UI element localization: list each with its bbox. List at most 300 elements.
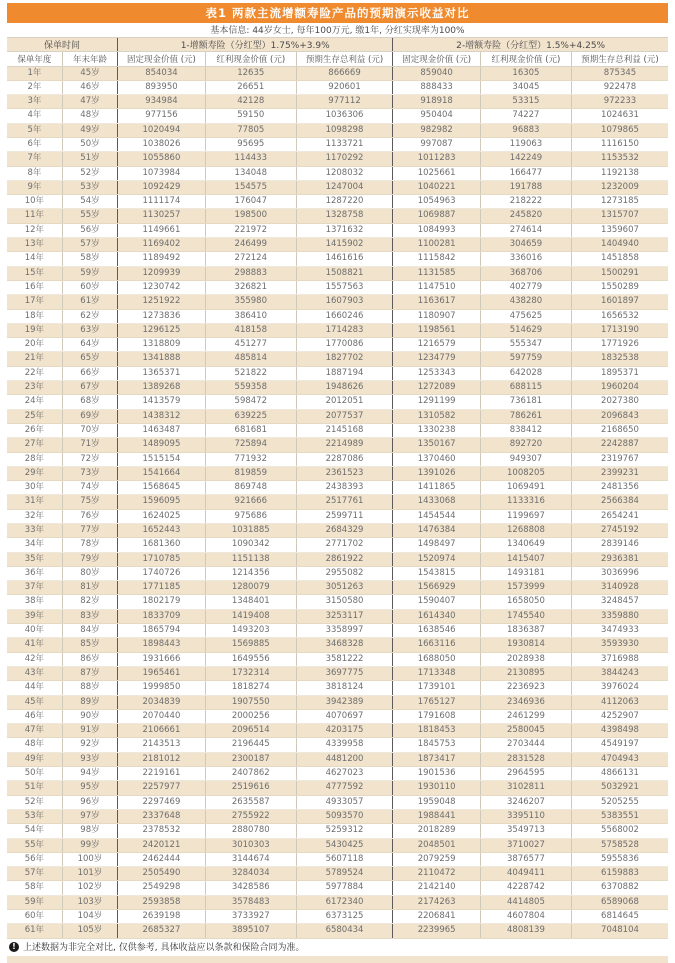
cell: 1489095	[118, 438, 206, 452]
cell: 1365371	[118, 366, 206, 380]
cell: 2745192	[571, 524, 668, 538]
cell: 1438312	[118, 409, 206, 423]
cell: 1663116	[393, 638, 481, 652]
cell: 3144674	[205, 852, 296, 866]
cell: 21年	[7, 352, 62, 366]
cell: 105岁	[62, 924, 117, 938]
cell: 1413579	[118, 395, 206, 409]
cell: 84岁	[62, 624, 117, 638]
cell: 859040	[393, 66, 481, 80]
table-row	[7, 180, 668, 194]
cell: 1192138	[571, 166, 668, 180]
cell: 2519616	[205, 781, 296, 795]
table-row	[7, 767, 668, 781]
cell: 771932	[205, 452, 296, 466]
cell: 2755922	[205, 809, 296, 823]
cell: 1147510	[393, 280, 481, 294]
cell: 1268808	[480, 524, 571, 538]
cell: 57年	[7, 867, 62, 881]
cell: 1827702	[296, 352, 393, 366]
cell: 5789524	[296, 867, 393, 881]
cell: 4414805	[480, 895, 571, 909]
cell: 1887194	[296, 366, 393, 380]
cell: 64岁	[62, 338, 117, 352]
cell: 918918	[393, 95, 481, 109]
cell: 95岁	[62, 781, 117, 795]
cell: 1130257	[118, 209, 206, 223]
cell: 2142140	[393, 881, 481, 895]
cell: 1770086	[296, 338, 393, 352]
cell: 1988441	[393, 809, 481, 823]
cell: 2168650	[571, 423, 668, 437]
cell: 15年	[7, 266, 62, 280]
cell: 2300187	[205, 752, 296, 766]
cell: 1568645	[118, 481, 206, 495]
cell: 1151138	[205, 552, 296, 566]
cell: 60岁	[62, 280, 117, 294]
cell: 6373125	[296, 910, 393, 924]
cell: 2462444	[118, 852, 206, 866]
cell: 1557563	[296, 280, 393, 294]
cell: 1170292	[296, 152, 393, 166]
cell: 53315	[480, 95, 571, 109]
table-head	[7, 23, 668, 66]
cell: 1073984	[118, 166, 206, 180]
cell: 69岁	[62, 409, 117, 423]
cell: 3395110	[480, 809, 571, 823]
cell: 79岁	[62, 552, 117, 566]
cell: 1199697	[480, 509, 571, 523]
cell: 101岁	[62, 867, 117, 881]
cell: 1234779	[393, 352, 481, 366]
cell: 2639198	[118, 910, 206, 924]
cell: 59年	[7, 895, 62, 909]
cell: 103岁	[62, 895, 117, 909]
cell: 2000256	[205, 709, 296, 723]
cell: 81岁	[62, 581, 117, 595]
table-row	[7, 166, 668, 180]
cell: 70岁	[62, 423, 117, 437]
cell: 1189492	[118, 252, 206, 266]
cell: 1745540	[480, 609, 571, 623]
cell: 90岁	[62, 709, 117, 723]
col-p1-bonus-value: 红利现金价值 (元)	[205, 51, 296, 66]
cell: 2242887	[571, 438, 668, 452]
cell: 1873417	[393, 752, 481, 766]
cell: 521822	[205, 366, 296, 380]
cell: 485814	[205, 352, 296, 366]
cell: 2181012	[118, 752, 206, 766]
cell: 2070440	[118, 709, 206, 723]
table-row	[7, 566, 668, 580]
table-row	[7, 595, 668, 609]
cell: 4070697	[296, 709, 393, 723]
table-row	[7, 581, 668, 595]
cell: 134048	[205, 166, 296, 180]
cell: 53年	[7, 809, 62, 823]
cell: 4228742	[480, 881, 571, 895]
cell: 725894	[205, 438, 296, 452]
cell: 2346936	[480, 695, 571, 709]
cell: 402779	[480, 280, 571, 294]
cell: 1272089	[393, 381, 481, 395]
cell: 42128	[205, 95, 296, 109]
cell: 3895107	[205, 924, 296, 938]
cell: 3733927	[205, 910, 296, 924]
cell: 3246207	[480, 795, 571, 809]
table-row	[7, 409, 668, 423]
cell: 5259312	[296, 824, 393, 838]
cell: 1038026	[118, 137, 206, 151]
cell: 681681	[205, 423, 296, 437]
cell: 61岁	[62, 295, 117, 309]
cell: 85岁	[62, 638, 117, 652]
col-policy-year: 保单年度	[7, 51, 62, 66]
cell: 1732314	[205, 666, 296, 680]
footnote-text: 上述数据为非完全对比, 仅供参考, 具体收益应以条款和保险合同为准。	[23, 943, 305, 954]
table-row	[7, 452, 668, 466]
cell: 4339958	[296, 738, 393, 752]
cell: 2196445	[205, 738, 296, 752]
table-row	[7, 652, 668, 666]
col-age: 年末年龄	[62, 51, 117, 66]
cell: 1965461	[118, 666, 206, 680]
cell: 786261	[480, 409, 571, 423]
cell: 36年	[7, 566, 62, 580]
cell: 1508821	[296, 266, 393, 280]
col-p1-fixed-value: 固定现金价值 (元)	[118, 51, 206, 66]
cell: 77岁	[62, 524, 117, 538]
table-row	[7, 123, 668, 137]
cell: 2110472	[393, 867, 481, 881]
cell: 97岁	[62, 809, 117, 823]
cell: 1253343	[393, 366, 481, 380]
cell: 2年	[7, 80, 62, 94]
cell: 89岁	[62, 695, 117, 709]
cell: 2566384	[571, 495, 668, 509]
cell: 1315707	[571, 209, 668, 223]
cell: 2012051	[296, 395, 393, 409]
cell: 6370882	[571, 881, 668, 895]
cell: 51年	[7, 781, 62, 795]
cell: 1230742	[118, 280, 206, 294]
cell: 949307	[480, 452, 571, 466]
table-row	[7, 867, 668, 881]
table-row	[7, 724, 668, 738]
cell: 1208032	[296, 166, 393, 180]
cell: 1688050	[393, 652, 481, 666]
cell: 3051263	[296, 581, 393, 595]
cell: 3716988	[571, 652, 668, 666]
cell: 82岁	[62, 595, 117, 609]
basic-info: 基本信息: 44岁女士, 每年100万元, 缴1年, 分红实现率为100%	[7, 23, 668, 37]
cell: 57岁	[62, 238, 117, 252]
table-row	[7, 809, 668, 823]
cell: 1649556	[205, 652, 296, 666]
cell: 1656532	[571, 309, 668, 323]
cell: 1116150	[571, 137, 668, 151]
cell: 1348401	[205, 595, 296, 609]
cell: 4049411	[480, 867, 571, 881]
cell: 2337648	[118, 809, 206, 823]
cell: 3581222	[296, 652, 393, 666]
cell: 50岁	[62, 137, 117, 151]
cell: 1391026	[393, 466, 481, 480]
cell: 1590407	[393, 595, 481, 609]
cell: 2236923	[480, 681, 571, 695]
cell: 4777592	[296, 781, 393, 795]
cell: 2517761	[296, 495, 393, 509]
cell: 94岁	[62, 767, 117, 781]
cell: 77805	[205, 123, 296, 137]
cell: 5607118	[296, 852, 393, 866]
cell: 1550289	[571, 280, 668, 294]
cell: 1415902	[296, 238, 393, 252]
cell: 43年	[7, 666, 62, 680]
cell: 2106661	[118, 724, 206, 738]
cell: 1476384	[393, 524, 481, 538]
cell: 3474933	[571, 624, 668, 638]
cell: 74岁	[62, 481, 117, 495]
cell: 1296125	[118, 323, 206, 337]
cell: 1931666	[118, 652, 206, 666]
cell: 639225	[205, 409, 296, 423]
cell: 4112063	[571, 695, 668, 709]
table-row	[7, 524, 668, 538]
cell: 9年	[7, 180, 62, 194]
bottom-strip	[7, 956, 668, 963]
cell: 2079259	[393, 852, 481, 866]
cell: 2955082	[296, 566, 393, 580]
table-row	[7, 323, 668, 337]
table-row	[7, 781, 668, 795]
cell: 977156	[118, 109, 206, 123]
cell: 96岁	[62, 795, 117, 809]
cell: 1359607	[571, 223, 668, 237]
cell: 1115842	[393, 252, 481, 266]
cell: 1069887	[393, 209, 481, 223]
cell: 87岁	[62, 666, 117, 680]
cell: 100岁	[62, 852, 117, 866]
cell: 22年	[7, 366, 62, 380]
cell: 56岁	[62, 223, 117, 237]
cell: 597759	[480, 352, 571, 366]
cell: 1739101	[393, 681, 481, 695]
cell: 2034839	[118, 695, 206, 709]
cell: 34045	[480, 80, 571, 94]
cell: 52年	[7, 795, 62, 809]
cell: 99岁	[62, 838, 117, 852]
note-icon: !	[9, 942, 19, 952]
cell: 2599711	[296, 509, 393, 523]
cell: 1025661	[393, 166, 481, 180]
cell: 1832538	[571, 352, 668, 366]
cell: 218222	[480, 195, 571, 209]
cell: 74227	[480, 109, 571, 123]
cell: 3844243	[571, 666, 668, 680]
cell: 221972	[205, 223, 296, 237]
cell: 5205255	[571, 795, 668, 809]
cell: 92岁	[62, 738, 117, 752]
table-row	[7, 538, 668, 552]
group-header-row	[7, 37, 668, 51]
table-row	[7, 238, 668, 252]
cell: 1350167	[393, 438, 481, 452]
cell: 5032921	[571, 781, 668, 795]
cell: 1084993	[393, 223, 481, 237]
cell: 166477	[480, 166, 571, 180]
cell: 274614	[480, 223, 571, 237]
cell: 2239965	[393, 924, 481, 938]
table-row	[7, 466, 668, 480]
table-row	[7, 95, 668, 109]
cell: 272124	[205, 252, 296, 266]
cell: 55年	[7, 838, 62, 852]
cell: 49年	[7, 752, 62, 766]
cell: 73岁	[62, 466, 117, 480]
cell: 1836387	[480, 624, 571, 638]
cell: 2880780	[205, 824, 296, 838]
cell: 1310582	[393, 409, 481, 423]
cell: 1180907	[393, 309, 481, 323]
cell: 12年	[7, 223, 62, 237]
cell: 1791608	[393, 709, 481, 723]
cell: 1930814	[480, 638, 571, 652]
cell: 1169402	[118, 238, 206, 252]
cell: 50年	[7, 767, 62, 781]
cell: 1454544	[393, 509, 481, 523]
table-row	[7, 738, 668, 752]
cell: 3036996	[571, 566, 668, 580]
cell: 54年	[7, 824, 62, 838]
table-row	[7, 752, 668, 766]
table-row	[7, 881, 668, 895]
cell: 4481200	[296, 752, 393, 766]
cell: 1232009	[571, 180, 668, 194]
table-row	[7, 252, 668, 266]
cell: 91岁	[62, 724, 117, 738]
cell: 48年	[7, 738, 62, 752]
cell: 1131585	[393, 266, 481, 280]
table-row	[7, 624, 668, 638]
cell: 1419408	[205, 609, 296, 623]
cell: 1710785	[118, 552, 206, 566]
cell: 1573999	[480, 581, 571, 595]
cell: 2378532	[118, 824, 206, 838]
cell: 102岁	[62, 881, 117, 895]
subtitle-row	[7, 23, 668, 37]
cell: 3358997	[296, 624, 393, 638]
cell: 1498497	[393, 538, 481, 552]
cell: 336016	[480, 252, 571, 266]
table-row	[7, 366, 668, 380]
cell: 559358	[205, 381, 296, 395]
cell: 1713190	[571, 323, 668, 337]
cell: 27年	[7, 438, 62, 452]
cell: 982982	[393, 123, 481, 137]
cell: 1771926	[571, 338, 668, 352]
cell: 1328758	[296, 209, 393, 223]
cell: 326821	[205, 280, 296, 294]
cell: 4607804	[480, 910, 571, 924]
cell: 5758528	[571, 838, 668, 852]
cell: 2771702	[296, 538, 393, 552]
cell: 39年	[7, 609, 62, 623]
cell: 1596095	[118, 495, 206, 509]
table-row	[7, 795, 668, 809]
cell: 1865794	[118, 624, 206, 638]
cell: 1461616	[296, 252, 393, 266]
cell: 997087	[393, 137, 481, 151]
cell: 368706	[480, 266, 571, 280]
cell: 2964595	[480, 767, 571, 781]
cell: 1493203	[205, 624, 296, 638]
cell: 1280079	[205, 581, 296, 595]
col-p1-expected-benefit: 预期生存总利益 (元)	[296, 51, 393, 66]
cell: 1541664	[118, 466, 206, 480]
table-row	[7, 552, 668, 566]
cell: 12635	[205, 66, 296, 80]
cell: 1614340	[393, 609, 481, 623]
table-row	[7, 381, 668, 395]
cell: 44年	[7, 681, 62, 695]
cell: 1415407	[480, 552, 571, 566]
cell: 4年	[7, 109, 62, 123]
cell: 71岁	[62, 438, 117, 452]
cell: 1543815	[393, 566, 481, 580]
cell: 45岁	[62, 66, 117, 80]
col-p2-bonus-value: 红利现金价值 (元)	[480, 51, 571, 66]
table-row	[7, 481, 668, 495]
cell: 18年	[7, 309, 62, 323]
cell: 819859	[205, 466, 296, 480]
cell: 40年	[7, 624, 62, 638]
cell: 1569885	[205, 638, 296, 652]
cell: 1740726	[118, 566, 206, 580]
cell: 26年	[7, 423, 62, 437]
cell: 31年	[7, 495, 62, 509]
table-title: 表1 两款主流增额寿险产品的预期演示收益对比	[7, 3, 668, 23]
cell: 1036306	[296, 109, 393, 123]
cell: 2580045	[480, 724, 571, 738]
cell: 2703444	[480, 738, 571, 752]
cell: 95695	[205, 137, 296, 151]
cell: 1133316	[480, 495, 571, 509]
cell: 246499	[205, 238, 296, 252]
cell: 2593858	[118, 895, 206, 909]
cell: 63岁	[62, 323, 117, 337]
cell: 30年	[7, 481, 62, 495]
cell: 1493181	[480, 566, 571, 580]
cell: 1251922	[118, 295, 206, 309]
cell: 892720	[480, 438, 571, 452]
cell: 5383551	[571, 809, 668, 823]
cell: 2143513	[118, 738, 206, 752]
cell: 2048501	[393, 838, 481, 852]
cell: 438280	[480, 295, 571, 309]
cell: 2096843	[571, 409, 668, 423]
cell: 1771185	[118, 581, 206, 595]
cell: 13年	[7, 238, 62, 252]
cell: 154575	[205, 180, 296, 194]
cell: 2861922	[296, 552, 393, 566]
cell: 920601	[296, 80, 393, 94]
cell: 42年	[7, 652, 62, 666]
column-header-row	[7, 51, 668, 66]
cell: 47岁	[62, 95, 117, 109]
table-row	[7, 609, 668, 623]
table-row	[7, 109, 668, 123]
